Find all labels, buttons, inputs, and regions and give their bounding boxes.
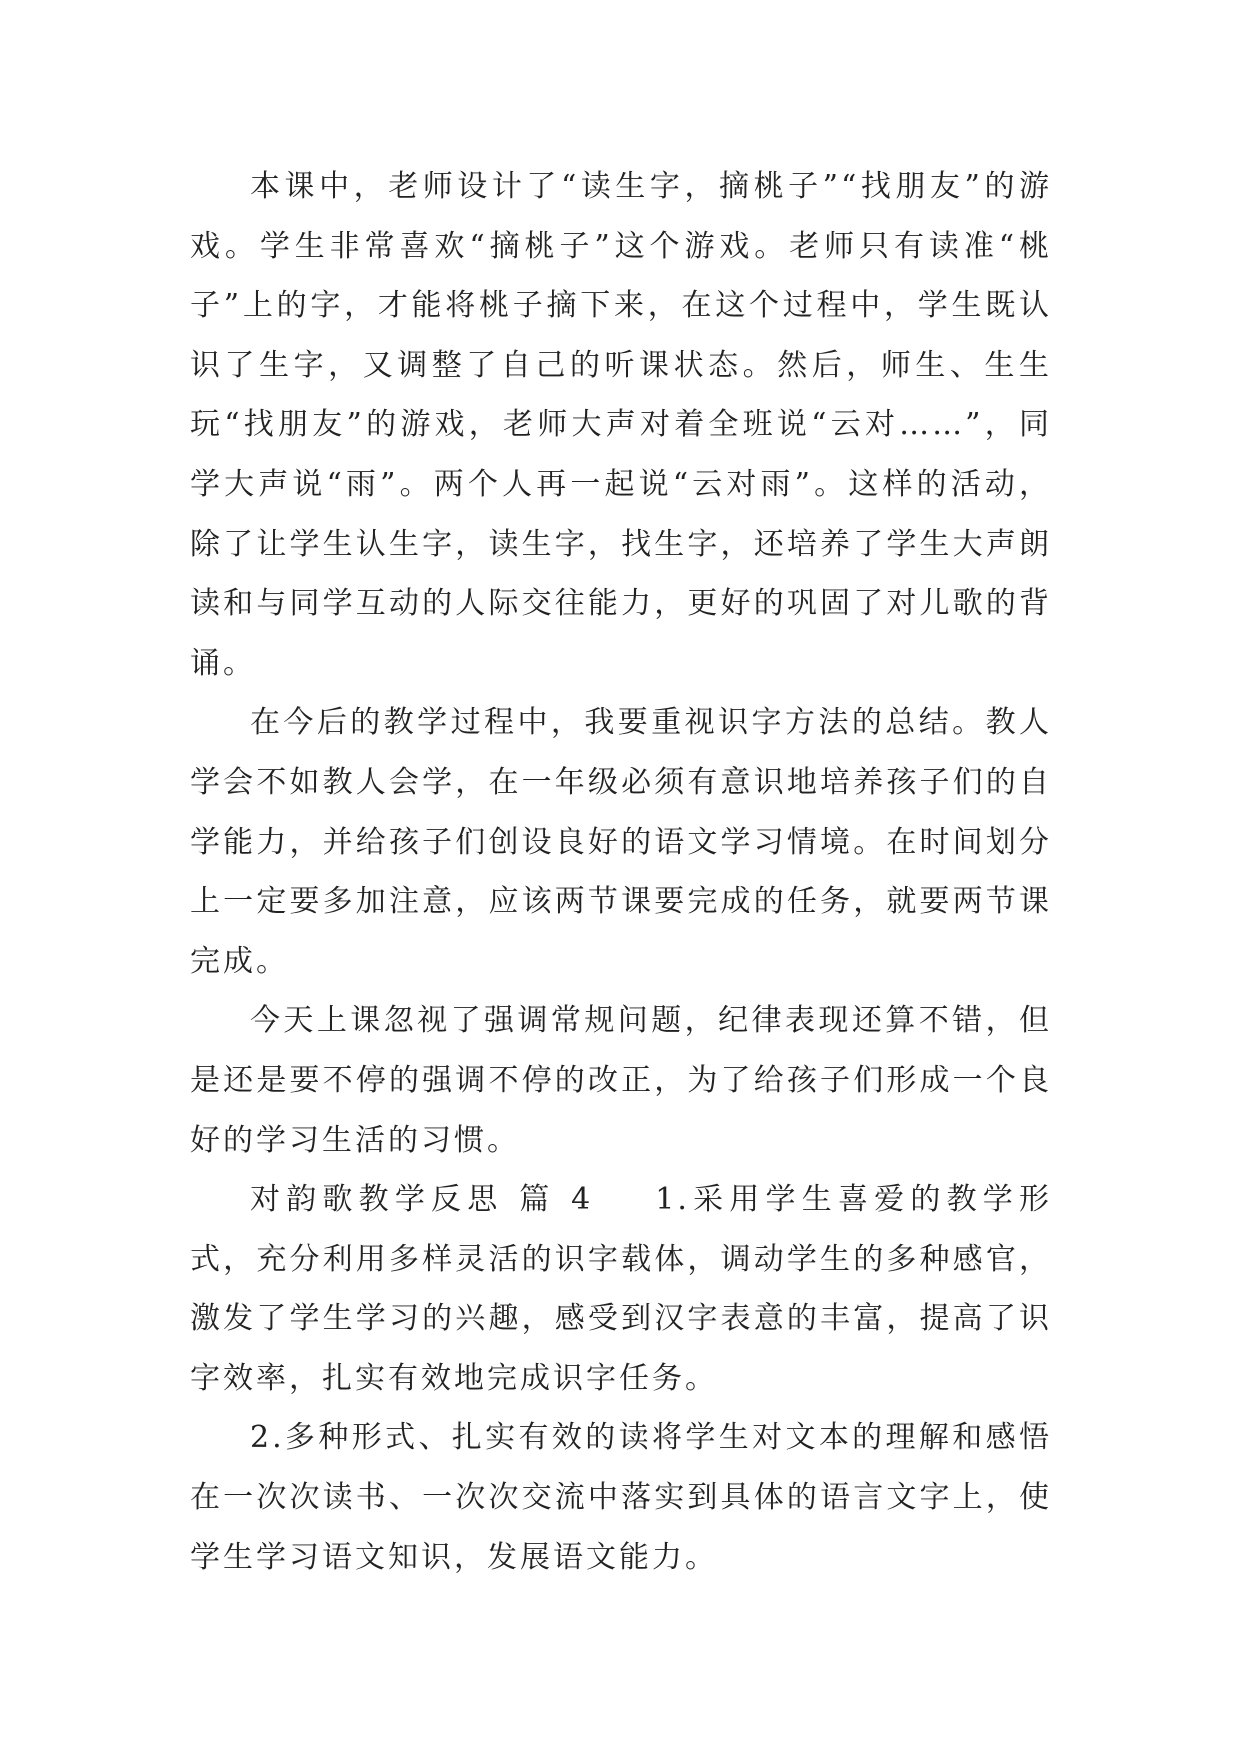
section-heading: 对韵歌教学反思 篇 4 <box>250 1182 594 1218</box>
paragraph-5: 2.多种形式、扎实有效的读将学生对文本的理解和感悟在一次次读书、一次次交流中落实到具体的语言文字上，使学生学习语文知识，发展语文能力。 <box>190 1420 1052 1575</box>
paragraph-2: 在今后的教学过程中，我要重视识字方法的总结。教人学会不如教人会学，在一年级必须有意识地培养孩子们的自学能力，并给孩子们创设良好的语文学习情境。在时间划分上一定要多加注意，应该两节课要完成的任务，就要两节课完成。 <box>190 705 1052 979</box>
paragraph-3: 今天上课忽视了强调常规问题，纪律表现还算不错，但是还是要不停的强调不停的改正，为了给孩子们形成一个良好的学习生活的习惯。 <box>190 1003 1052 1158</box>
paragraph-1: 本课中，老师设计了“读生字，摘桃子”“找朋友”的游戏。学生非常喜欢“摘桃子”这个游戏。老师只有读准“桃子”上的字，才能将桃子摘下来，在这个过程中，学生既认识了生字，又调整了自己的听课状态。然后，师生、生生玩“找朋友”的游戏，老师大声对着全班说“云对……”，同学大声说“雨”。两个人再一起说“云对雨”。这样的活动，除了让学生认生字，读生字，找生字，还培养了学生大声朗读和与同学互动的人际交往能力，更好的巩固了对儿歌的背诵。 <box>190 169 1052 681</box>
section-first-text: 1.采用学生喜爱的教学形式，充分利用多样灵活的识字载体，调动学生的多种感官，激发了学生学习的兴趣，感受到汉字表意的丰富，提高了识字效率，扎实有效地完成识字任务。 <box>190 1182 1052 1396</box>
document-body <box>190 157 1052 1587</box>
section-paragraph <box>190 1170 1052 1408</box>
